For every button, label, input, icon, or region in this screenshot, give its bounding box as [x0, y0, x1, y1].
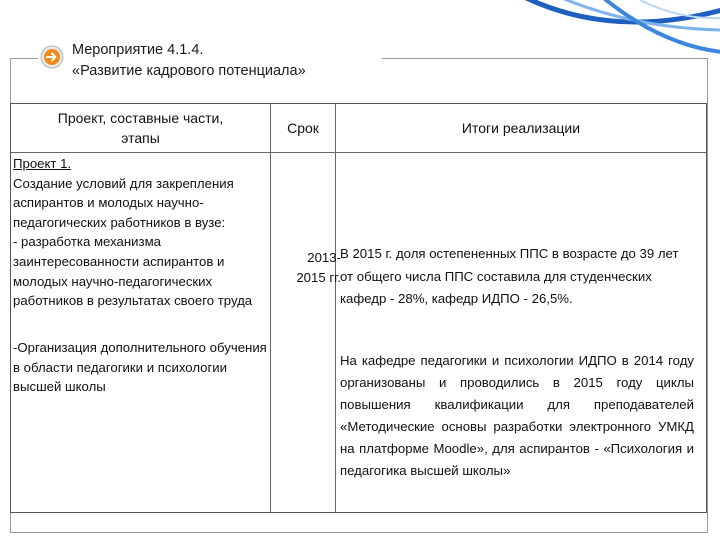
result-2: На кафедре педагогики и психологии ИДПО в 2014 году организованы и проводились в 2015 году циклы повышения квалификации для преподавателей «Методические основы разработки электронного УМКД на платформе Moodle», для аспирантов - «Психология и педагогика высшей школы»: [340, 353, 694, 478]
title-line-2: «Развитие кадрового потенциала»: [72, 63, 306, 79]
title-line-1: Мероприятие 4.1.4.: [72, 42, 204, 58]
project-text: Создание условий для закрепления аспирантов и молодых научно-педагогических работников в вузе: - разработка механизма заинтересованности аспирантов и молодых научно-педагогических работников в результатах своего труда: [13, 175, 253, 309]
project-cell: [13, 154, 271, 311]
page-title: [72, 40, 306, 82]
column-divider-2: [335, 104, 336, 512]
frame-right: [707, 58, 708, 533]
arrow-right-circle-icon: [40, 45, 64, 69]
term-cell: 2013- 2015 гг.: [296, 250, 341, 285]
header-term: Срок: [287, 120, 319, 136]
results-table: [10, 103, 707, 513]
project-title: Проект 1.: [13, 156, 72, 171]
result-1: В 2015 г. доля остепененных ППС в возрасте до 39 лет от общего числа ППС составила для студенческих кафедр - 28%, кафедр ИДПО - 26,5%.: [340, 246, 679, 306]
frame-bottom: [10, 532, 708, 533]
frame-top-right: [382, 58, 708, 59]
decorative-swoosh: [460, 0, 720, 70]
header-divider: [11, 152, 706, 153]
project-item-2: -Организация дополнительного обучения в области педагогики и психологии высшей школы: [13, 340, 267, 395]
frame-top-left: [10, 58, 38, 59]
header-results: Итоги реализации: [461, 120, 581, 136]
header-project: Проект, составные части, этапы: [57, 110, 224, 146]
